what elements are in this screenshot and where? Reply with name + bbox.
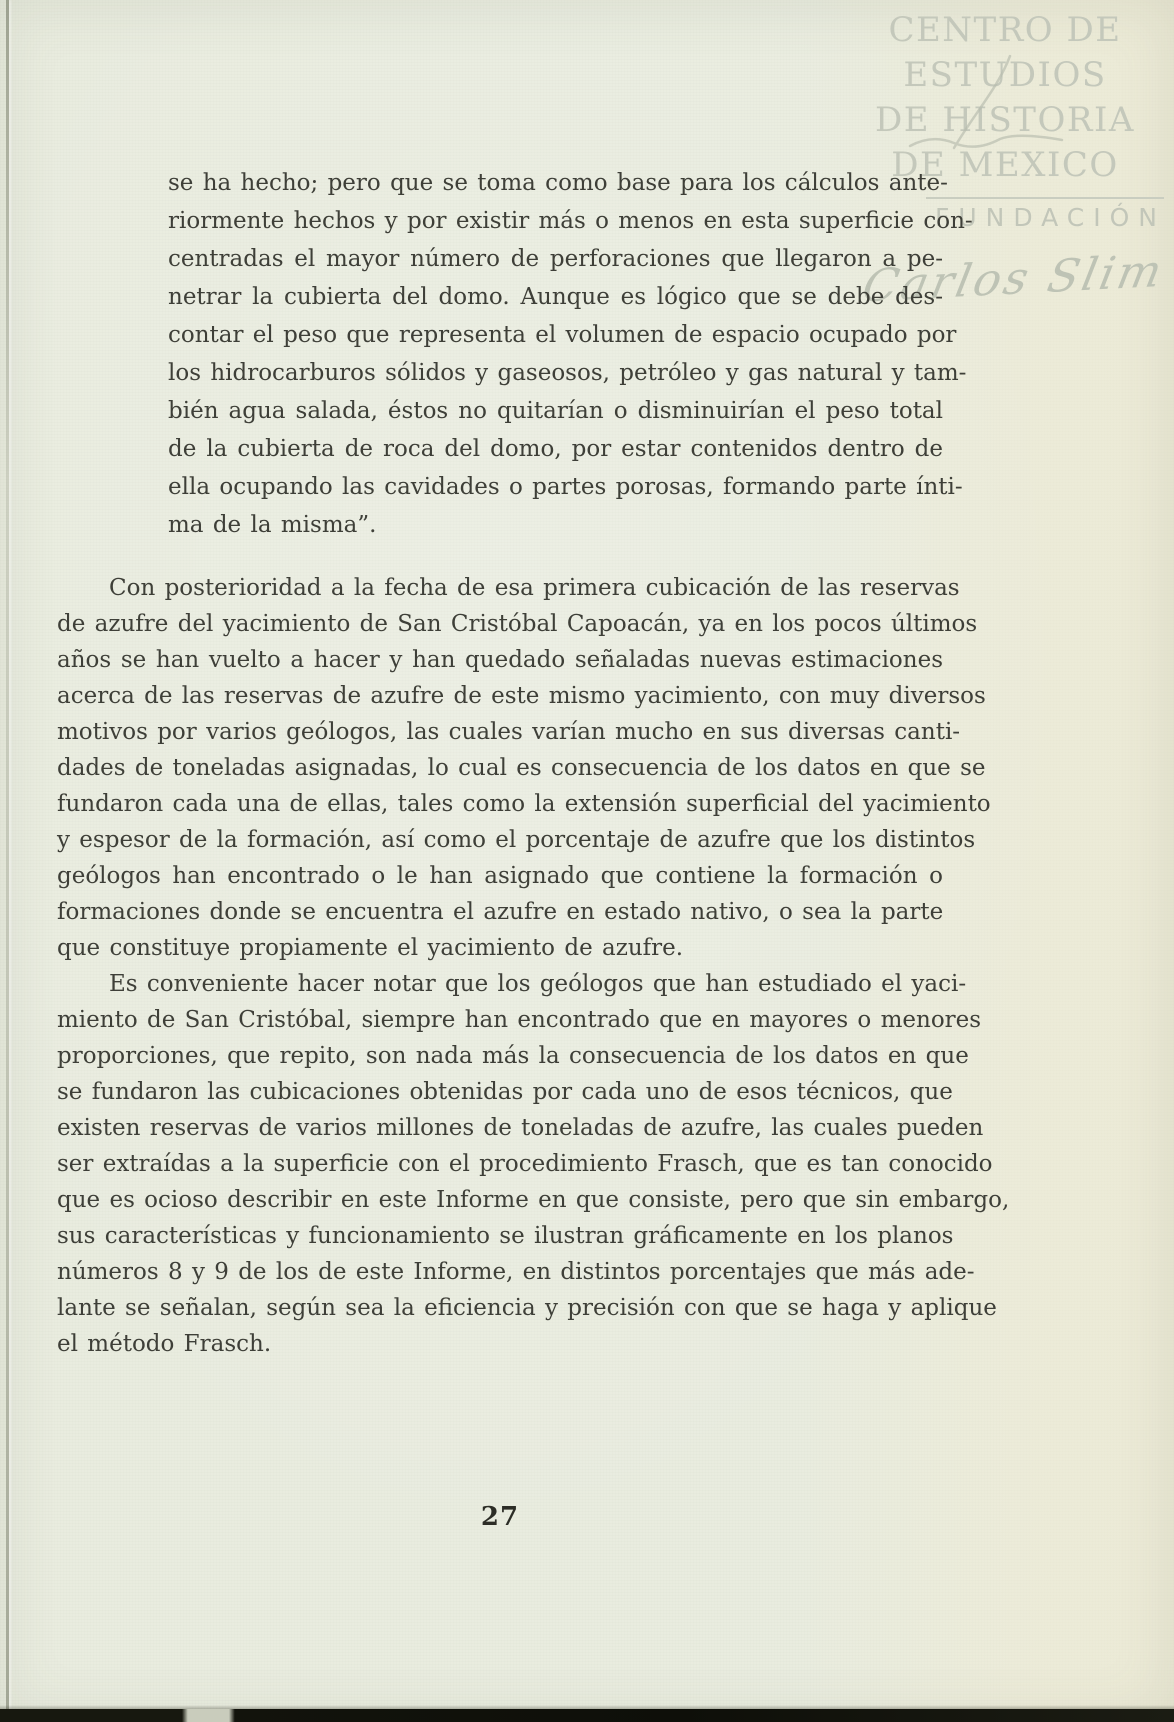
watermark-line: CENTRO DE: [888, 10, 1122, 50]
foundation-label: FUNDACIÓN: [934, 203, 1166, 232]
text-line: se fundaron las cubicaciones obtenidas por cada uno de esos técnicos, que: [57, 1079, 953, 1105]
text-line: Con posterioridad a la fecha de esa primera cubicación de las reservas: [109, 575, 960, 601]
text-line: sus características y funcionamiento se ilustran gráficamente en los planos: [57, 1223, 954, 1249]
text-line: proporciones, que repito, son nada más la consecuencia de los datos en que: [57, 1043, 969, 1069]
text-line: se ha hecho; pero que se toma como base para los cálculos ante-: [168, 170, 948, 196]
paragraph: [57, 966, 1010, 1362]
text-line: de la cubierta de roca del domo, por estar contenidos dentro de: [168, 436, 943, 462]
scan-bottom-edge: [0, 1709, 1174, 1722]
paragraph: [57, 570, 991, 966]
text-line: los hidrocarburos sólidos y gaseosos, petróleo y gas natural y tam-: [168, 360, 967, 386]
text-line: lante se señalan, según sea la eficiencia y precisión con que se haga y aplique: [57, 1295, 997, 1321]
text-line: motivos por varios geólogos, las cuales varían mucho en sus diversas canti-: [57, 719, 961, 745]
text-line: ella ocupando las cavidades o partes porosas, formando parte ínti-: [168, 474, 963, 500]
page-text: [57, 164, 1010, 1362]
text-line: miento de San Cristóbal, siempre han encontrado que en mayores o menores: [57, 1007, 982, 1033]
text-line: acerca de las reservas de azufre de este mismo yacimiento, con muy diversos: [57, 683, 986, 709]
text-line: netrar la cubierta del domo. Aunque es lógico que se debe des-: [168, 284, 943, 310]
text-line: fundaron cada una de ellas, tales como la extensión superficial del yacimiento: [57, 791, 991, 817]
text-line: que es ocioso describir en este Informe en que consiste, pero que sin embargo,: [57, 1187, 1010, 1213]
text-line: números 8 y 9 de los de este Informe, en distintos porcentajes que más ade-: [57, 1259, 975, 1285]
text-line: Es conveniente hacer notar que los geólogos que han estudiado el yaci-: [109, 971, 967, 997]
watermark-line: DE MEXICO: [891, 145, 1119, 185]
watermark-line: ESTUDIOS: [903, 55, 1107, 95]
text-line: formaciones donde se encuentra el azufre en estado nativo, o sea la parte: [57, 899, 944, 925]
quote-block: [168, 164, 973, 544]
text-line: centradas el mayor número de perforaciones que llegaron a pe-: [168, 246, 943, 272]
watermark-divider-line: [926, 197, 1164, 199]
text-line: años se han vuelto a hacer y han quedado señaladas nuevas estimaciones: [57, 647, 943, 673]
text-line: riormente hechos y por existir más o menos en esta superficie con-: [168, 208, 973, 234]
carlos-slim-signature: Carlos Slim: [858, 244, 1170, 313]
text-line: contar el peso que representa el volumen de espacio ocupado por: [168, 322, 957, 348]
page-number: 27: [480, 1502, 520, 1532]
text-line: ser extraídas a la superficie con el procedimiento Frasch, que es tan conocido: [57, 1151, 993, 1177]
binding-crease: [6, 0, 9, 1709]
text-line: bién agua salada, éstos no quitarían o disminuirían el peso total: [168, 398, 943, 424]
text-line: que constituye propiamente el yacimiento de azufre.: [57, 935, 684, 961]
text-line: ma de la misma”.: [168, 512, 377, 538]
text-line: existen reservas de varios millones de toneladas de azufre, las cuales pueden: [57, 1115, 984, 1141]
text-line: de azufre del yacimiento de San Cristóbal Capoacán, ya en los pocos últimos: [57, 611, 978, 637]
text-line: y espesor de la formación, así como el porcentaje de azufre que los distintos: [57, 827, 976, 853]
text-line: geólogos han encontrado o le han asignado que contiene la formación o: [57, 863, 943, 889]
text-line: el método Frasch.: [57, 1331, 272, 1357]
text-line: dades de toneladas asignadas, lo cual es consecuencia de los datos en que se: [57, 755, 986, 781]
watermark-line: DE HISTORIA: [875, 100, 1135, 140]
